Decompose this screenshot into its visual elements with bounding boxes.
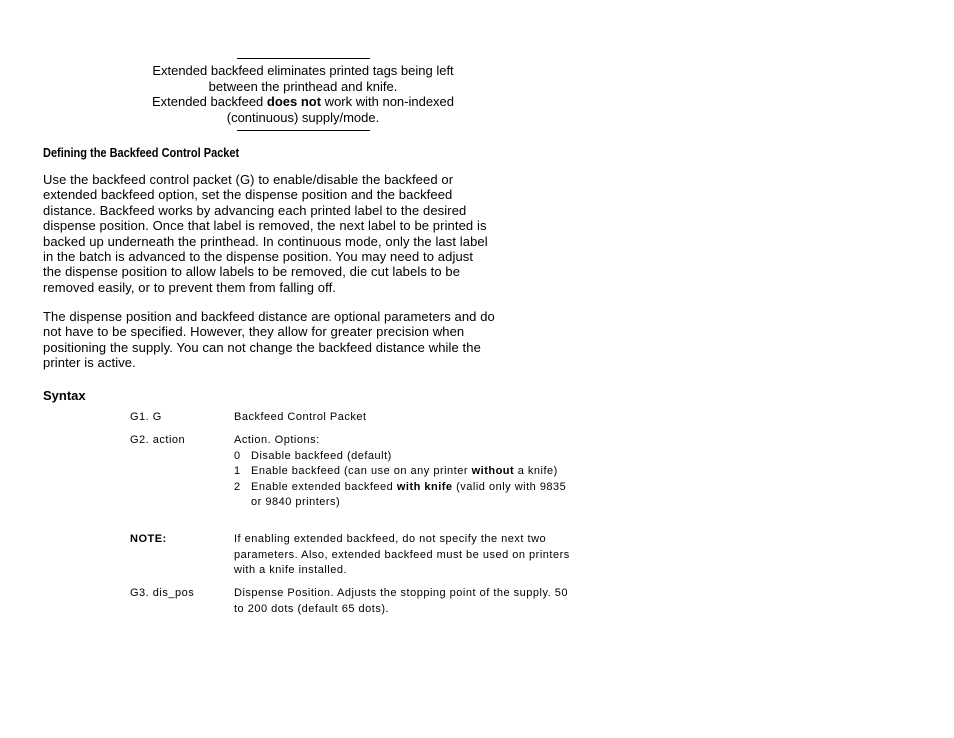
paragraph-1-line: extended backfeed option, set the dispense position and the backfeed [43,187,453,203]
paragraph-1 [43,172,573,295]
paragraph-2-line: not have to be specified. However, they allow for greater precision when [43,324,465,340]
option-0 [234,449,570,465]
option-text: Enable backfeed (can use on any printer [251,465,472,477]
paragraph-2-line: printer is active. [43,355,136,371]
syntax-definition: Backfeed Control Packet [234,411,367,423]
note-label: NOTE: [130,533,167,545]
paragraph-1-line: in the batch is advanced to the dispense position. You may need to adjust [43,249,474,265]
note-line-3-pre: Extended backfeed [151,94,267,109]
paragraph-2 [43,309,573,371]
paragraph-2-line: positioning the supply. You can not change the backfeed distance while the [43,339,481,355]
note-line-3-bold: does not [266,94,322,109]
option-text: a knife) [514,465,558,477]
syntax-heading: Syntax [43,388,86,403]
syntax-definition [234,433,570,511]
paragraph-1-line: the dispense position to allow labels to be removed, die cut labels to be [43,264,461,280]
paragraph-1-line: Use the backfeed control packet (G) to enable/disable the backfeed or [43,172,454,187]
top-divider [237,58,370,59]
paragraph-1-line: backed up underneath the printhead. In continuous mode, only the last label [43,233,488,249]
option-1 [234,464,570,480]
option-text: Enable extended backfeed [251,480,397,493]
option-text: (valid only with 9835 or 9840 printers) [251,480,567,508]
syntax-term: G3. dis_pos [130,587,195,599]
syntax-term: G1. G [130,411,162,423]
option-bold-text: with knife [396,480,453,493]
paragraph-1-line: removed easily, or to prevent them from falling off. [43,279,337,295]
paragraph-1-line: dispense position. Once that label is removed, the next label to be printed is [43,218,487,234]
note-line-2: between the printhead and knife. [208,78,398,94]
syntax-definition: Dispense Position. Adjusts the stopping point of the supply. 50 to 200 dots (default 65 dots). [234,587,568,615]
options-label: Action. Options: [234,434,320,446]
option-number: 2 [234,480,241,493]
note-line-1: Extended backfeed eliminates printed tags being left [152,63,454,78]
note-block [110,63,496,125]
section-heading: Defining the Backfeed Control Packet [43,146,240,160]
note-line-3 [110,94,496,110]
paragraph-1-line: distance. Backfeed works by advancing each printed label to the desired [43,202,467,218]
paragraph-2-line: The dispense position and backfeed distance are optional parameters and do [43,309,495,324]
option-text: Disable backfeed (default) [251,449,392,462]
note-line-3-post: work with non-indexed [321,94,455,109]
note-definition: If enabling extended backfeed, do not specify the next two parameters. Also, extended backfeed must be used on printers with a knife installed. [234,533,570,576]
option-number: 1 [234,465,241,477]
option-bold-text: without [471,465,515,477]
syntax-term: G2. action [130,434,186,446]
note-line-4: (continuous) supply/mode. [226,109,380,125]
bottom-divider [237,130,370,131]
option-2 [234,480,570,511]
option-number: 0 [234,449,241,462]
